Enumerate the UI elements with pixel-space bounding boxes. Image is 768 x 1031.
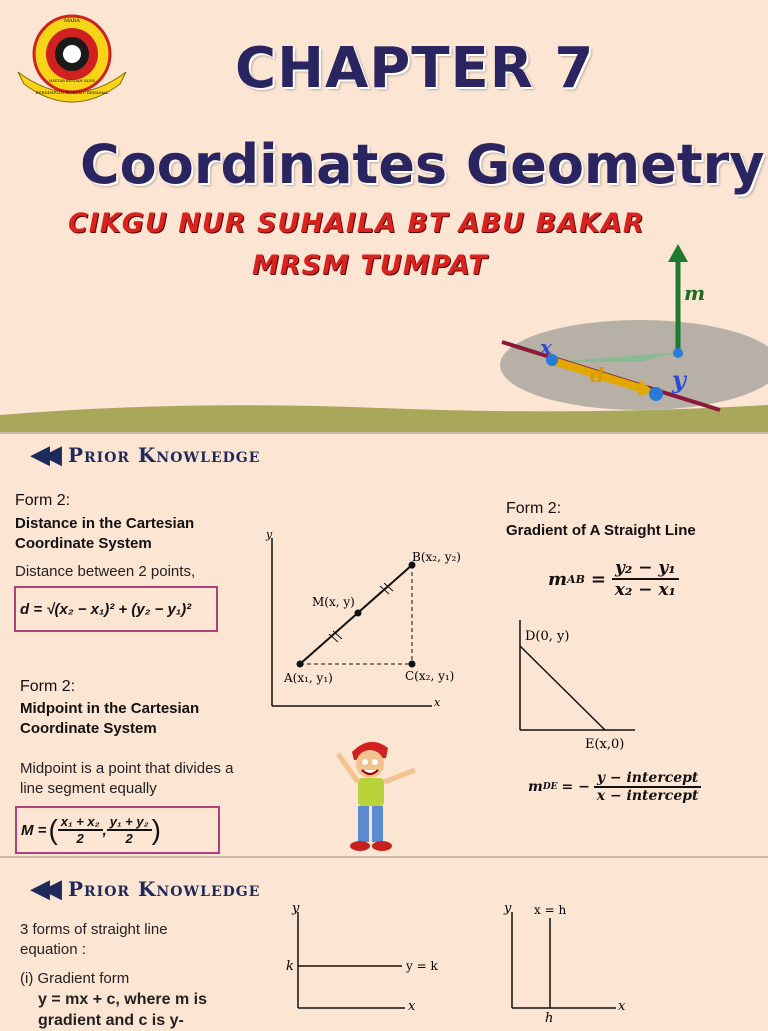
svg-text:BERDISIPLIN BERILMU BERAMAL: BERDISIPLIN BERILMU BERAMAL <box>35 90 109 95</box>
svg-text:MAKTAB RENDAH SAINS: MAKTAB RENDAH SAINS <box>48 79 96 83</box>
svg-text:y: y <box>504 901 512 916</box>
svg-text:x = h: x = h <box>534 903 567 917</box>
midpoint-title: Midpoint in the Cartesian Coordinate System <box>20 700 200 737</box>
vertical-line-graph <box>500 898 640 1024</box>
point-m-label: M(x, y) <box>312 595 355 609</box>
midpoint-formula: M = ( $\frac{\text{x₁ + x₂}}{2}$ , $\frac{\text{y₁ + y₂}}{2}$ ) <box>15 806 220 854</box>
gradient-form-label: Form 2: <box>506 500 562 517</box>
gradient-formula: m AB = $\frac{\text{y₂ − y₁}}{\text{x₂ − x₁}}$ <box>548 558 679 600</box>
point-d-label: D(0, y) <box>525 629 570 644</box>
distance-title: Distance in the Cartesian Coordinate System <box>15 515 195 552</box>
svg-text:MARA: MARA <box>63 18 81 24</box>
topic-title: Coordinates Geometry <box>80 133 765 196</box>
chapter-title: CHAPTER 7 <box>235 36 595 101</box>
svg-text:h: h <box>545 1011 554 1024</box>
gradient-intercept-formula: m DE = − $\frac{\text{y − intercept}}{\text{x − intercept}}$ <box>528 770 701 804</box>
horizontal-line-graph <box>280 898 455 1024</box>
svg-text:x: x <box>618 999 626 1014</box>
prior-knowledge-heading: ◀◀ Prior Knowledge <box>30 440 261 470</box>
cartoon-boy-illustration <box>330 730 425 855</box>
distance-diagram <box>262 528 482 713</box>
point-a-label: A(x₁, y₁) <box>284 671 333 685</box>
midpoint-desc: Midpoint is a point that divides a line segment equally <box>20 760 234 797</box>
distance-desc: Distance between 2 points, <box>15 563 196 580</box>
author-name: CIKGU NUR SUHAILA BT ABU BAKAR <box>68 208 645 239</box>
x-label: x <box>540 335 552 359</box>
double-left-arrow-icon: ◀◀ <box>30 440 54 470</box>
gradient-title: Gradient of A Straight Line <box>506 522 696 539</box>
prior-knowledge-heading-2: ◀◀ Prior Knowledge <box>30 874 261 904</box>
svg-text:y: y <box>266 528 273 541</box>
y-label: y <box>672 365 686 394</box>
gradient-3d-figure <box>490 240 768 420</box>
section-divider <box>0 432 768 434</box>
svg-text:y: y <box>292 901 300 916</box>
school-name: MRSM TUMPAT <box>252 250 488 281</box>
svg-text:x: x <box>434 696 441 709</box>
school-logo <box>10 8 134 118</box>
point-e-label: E(x,0) <box>585 737 625 752</box>
svg-text:y = k: y = k <box>406 959 438 973</box>
svg-text:k: k <box>286 959 294 974</box>
line-forms-intro: 3 forms of straight line equation : <box>20 921 168 958</box>
gradient-form-equation: y = mx + c, where m is <box>38 991 207 1008</box>
section-divider-2 <box>0 856 768 858</box>
svg-text:x: x <box>408 999 416 1014</box>
midpoint-form-label: Form 2: <box>20 678 76 695</box>
double-left-arrow-icon: ◀◀ <box>30 874 54 904</box>
point-b-label: B(x₂, y₂) <box>412 550 461 564</box>
gradient-form-equation-2: gradient and c is y- <box>38 1012 184 1029</box>
intercept-diagram <box>505 618 645 758</box>
distance-formula: d = √(x₂ − x₁)² + (y₂ − y₁)² <box>14 586 218 632</box>
distance-form-label: Form 2: <box>15 492 71 509</box>
point-c-label: C(x₂, y₁) <box>405 669 455 683</box>
gradient-form-item: (i) Gradient form <box>20 970 130 987</box>
d-label: d <box>590 363 604 387</box>
title-banner <box>0 0 768 432</box>
m-label: m <box>684 281 706 305</box>
